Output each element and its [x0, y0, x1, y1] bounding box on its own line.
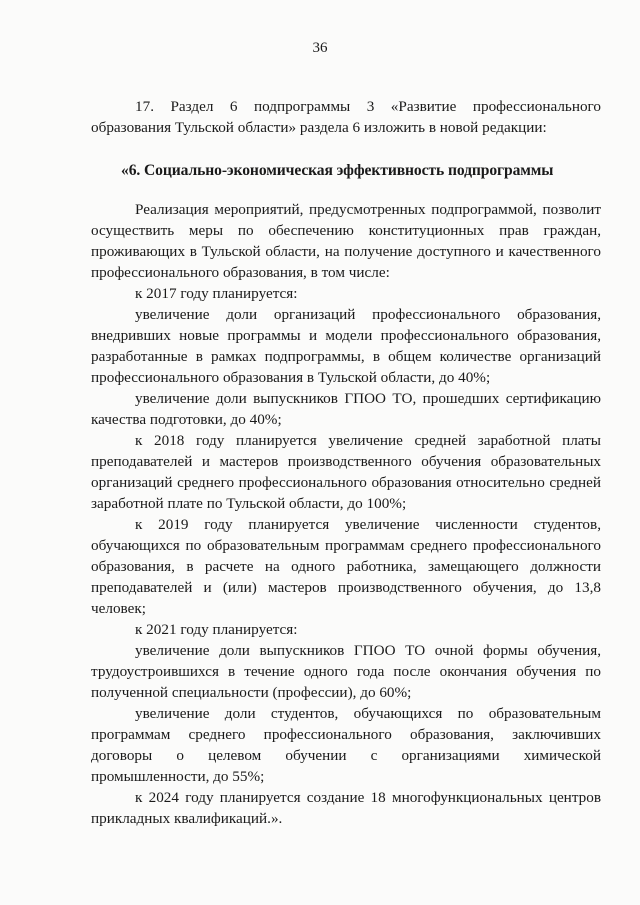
section-heading: «6. Социально-экономическая эффективность подпрограммы	[121, 162, 554, 179]
paragraph: увеличение доли выпускников ГПОО ТО, прошедших сертификацию качества подготовки, до 40%;	[91, 390, 601, 428]
paragraph: к 2018 году планируется увеличение средней заработной платы преподавателей и мастеров производственного обучения образовательных организаций среднего профессионального образования относительно средней заработной плате по Тульской области, до 100%;	[91, 432, 601, 512]
paragraph: увеличение доли организаций профессионального образования, внедривших новые программы и модели профессионального образования, разработанные в рамках подпрограммы, в общем количестве организаций профессионального образования в Тульской области, до 40%;	[91, 306, 601, 386]
amendment-intro: 17. Раздел 6 подпрограммы 3 «Развитие профессионального образования Тульской области» раздела 6 изложить в новой редакции:	[91, 98, 601, 136]
paragraph: к 2021 году планируется:	[135, 621, 298, 638]
document-body	[91, 96, 601, 829]
paragraph: к 2017 году планируется:	[135, 285, 298, 302]
paragraph: увеличение доли студентов, обучающихся по образовательным программам среднего профессионального образования, заключивших договоры о целевом обучении с организациями химической промышленности, до 55%;	[91, 705, 601, 785]
paragraph: увеличение доли выпускников ГПОО ТО очной формы обучения, трудоустроившихся в течение одного года после окончания обучения по полученной специальности (профессии), до 60%;	[91, 642, 601, 701]
page-number: 36	[312, 40, 328, 56]
paragraph: Реализация мероприятий, предусмотренных подпрограммой, позволит осуществить меры по обеспечению конституционных прав граждан, проживающих в Тульской области, на получение доступного и качественного профессионального образования, в том числе:	[91, 201, 601, 281]
paragraph: к 2019 году планируется увеличение численности студентов, обучающихся по образовательным программам среднего профессионального образования, в расчете на одного работника, замещающего должности преподавателей и (или) мастеров производственного обучения, до 13,8 человек;	[91, 516, 601, 617]
paragraph: к 2024 году планируется создание 18 многофункциональных центров прикладных квалификаций.».	[91, 789, 601, 827]
